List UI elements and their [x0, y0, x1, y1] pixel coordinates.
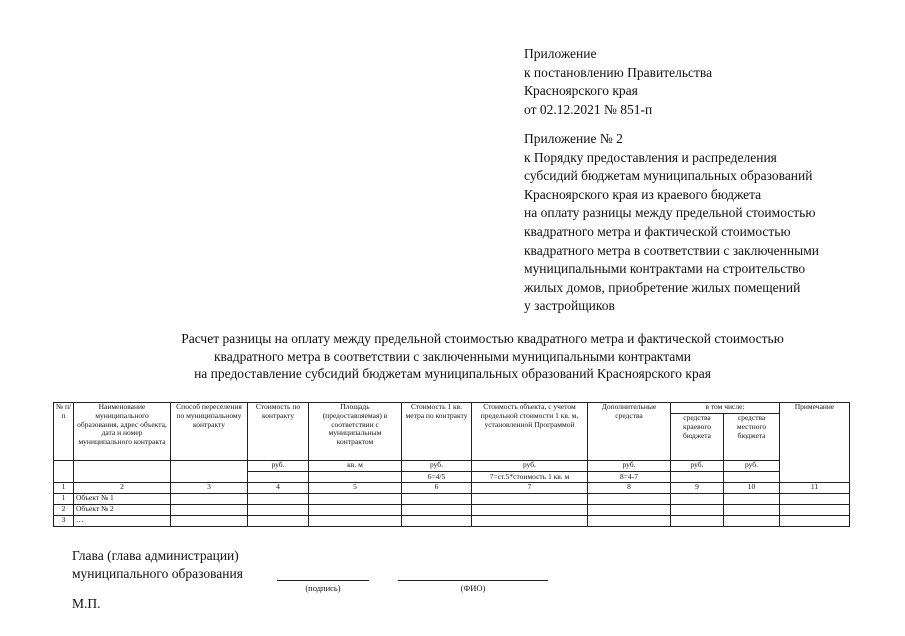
table-cell	[588, 505, 671, 516]
appendix-1-line: Красноярского края	[524, 83, 638, 99]
header-method: Способ переселения по муниципальному контракту	[171, 403, 248, 461]
table-cell	[588, 516, 671, 527]
header-extra-funds: Дополнительные средства	[588, 403, 671, 461]
table-cell	[671, 494, 724, 505]
signature-title-line: Глава (глава администрации)	[72, 548, 239, 563]
units-empty	[74, 461, 171, 483]
header-note: Примечание	[780, 403, 850, 483]
appendix-2-block	[524, 130, 894, 316]
unit-cost-per-meter: руб.	[402, 461, 472, 472]
calculation-table	[53, 402, 850, 527]
appendix-2-line: квадратного метра в соответствии с заключенными	[524, 242, 819, 258]
title-line: на предоставление субсидий бюджетам муниципальных образований Красноярского края	[194, 366, 711, 381]
table-cell	[724, 494, 780, 505]
signature-title-line: муниципального образования	[72, 566, 243, 581]
appendix-2-line: муниципальными контрактами на строительство	[524, 261, 806, 277]
signature-label: (подпись)	[305, 583, 341, 593]
table-cell	[724, 505, 780, 516]
table-row	[54, 516, 850, 527]
table-cell	[472, 494, 588, 505]
table-row	[54, 505, 850, 516]
column-number: 7	[472, 483, 588, 494]
appendix-2-line: квадратного метра и фактической стоимостью	[524, 223, 791, 239]
table-cell	[309, 516, 402, 527]
table-cell	[724, 516, 780, 527]
header-regional-budget: средства краевого бюджета	[671, 414, 724, 461]
table-row	[54, 494, 850, 505]
table-cell	[671, 516, 724, 527]
row-number: 3	[54, 516, 74, 527]
appendix-1-line: Приложение	[524, 46, 597, 61]
appendix-2-line: Приложение № 2	[524, 131, 623, 146]
appendix-2-line: жилых домов, приобретение жилых помещений	[524, 279, 801, 295]
table-cell	[780, 505, 850, 516]
signature-line	[277, 580, 369, 581]
header-local-budget: средства местного бюджета	[724, 414, 780, 461]
formula-empty	[724, 472, 780, 483]
column-number: 5	[309, 483, 402, 494]
header-name: Наименование муниципального образования, адрес объекта, дата и номер муниципального контракта	[74, 403, 171, 461]
column-number: 1	[54, 483, 74, 494]
appendix-2-line: у застройщиков	[524, 298, 615, 314]
appendix-1-line: от 02.12.2021 № 851-п	[524, 101, 653, 117]
units-empty	[171, 461, 248, 483]
column-number: 9	[671, 483, 724, 494]
column-number: 3	[171, 483, 248, 494]
row-number: 2	[54, 505, 74, 516]
table-cell	[472, 505, 588, 516]
column-number: 4	[248, 483, 309, 494]
formula-object-cost: 7=ст.5*стоимость 1 кв. м	[472, 472, 588, 483]
appendix-2-line: субсидий бюджетам муниципальных образований	[524, 168, 813, 184]
unit-local-budget: руб.	[724, 461, 780, 472]
appendix-1-block	[524, 45, 894, 119]
header-area: Площадь (предоставляемая) в соответствии с муниципальным контрактом	[309, 403, 402, 461]
table-cell	[402, 516, 472, 527]
fio-label: (ФИО)	[460, 583, 486, 593]
header-num: № п/п	[54, 403, 74, 461]
formula-extra-funds: 8=4-7	[588, 472, 671, 483]
table-cell	[402, 505, 472, 516]
table-cell	[171, 516, 248, 527]
unit-object-cost: руб.	[472, 461, 588, 472]
table-cell	[671, 505, 724, 516]
appendix-1-line: к постановлению Правительства	[524, 64, 713, 80]
unit-regional-budget: руб.	[671, 461, 724, 472]
appendix-2-line: Красноярского края из краевого бюджета	[524, 186, 762, 202]
column-number: 8	[588, 483, 671, 494]
appendix-2-line: к Порядку предоставления и распределения	[524, 149, 777, 165]
table-cell	[402, 494, 472, 505]
table-cell	[248, 505, 309, 516]
unit-area: кв. м	[309, 461, 402, 472]
unit-cost: руб.	[248, 461, 309, 472]
table-cell	[780, 494, 850, 505]
title-line: Расчет разницы на оплату между предельной стоимостью квадратного метра и фактической стоимостью	[181, 331, 784, 346]
fio-line	[398, 580, 548, 581]
row-object-name: Объект № 2	[74, 505, 171, 516]
seal-placeholder: М.П.	[72, 596, 101, 611]
column-number: 2	[74, 483, 171, 494]
table-cell	[780, 516, 850, 527]
appendix-2-line: на оплату разницы между предельной стоимостью	[524, 205, 816, 221]
header-including: в том числе:	[671, 403, 780, 414]
table-cell	[309, 505, 402, 516]
table-cell	[248, 516, 309, 527]
unit-extra-funds: руб.	[588, 461, 671, 472]
table-cell	[588, 494, 671, 505]
header-object-cost: Стоимость объекта, с учетом предельной стоимости 1 кв. м, установленной Программой	[472, 403, 588, 461]
column-number: 6	[402, 483, 472, 494]
column-number: 10	[724, 483, 780, 494]
title-line: квадратного метра в соответствии с заключенными муниципальными контрактами	[213, 348, 692, 364]
table-cell	[248, 494, 309, 505]
formula-empty	[671, 472, 724, 483]
units-empty	[54, 461, 74, 483]
table-cell	[309, 494, 402, 505]
formula-empty	[248, 472, 309, 483]
row-object-name: …	[74, 516, 171, 527]
header-cost: Стоимость по контракту	[248, 403, 309, 461]
formula-empty	[309, 472, 402, 483]
row-object-name: Объект № 1	[74, 494, 171, 505]
formula-cost-per-meter: 6=4/5	[402, 472, 472, 483]
document-title	[0, 330, 905, 383]
row-number: 1	[54, 494, 74, 505]
header-cost-per-meter: Стоимость 1 кв. метра по контракту	[402, 403, 472, 461]
table-cell	[171, 494, 248, 505]
table-cell	[171, 505, 248, 516]
column-number: 11	[780, 483, 850, 494]
table-cell	[472, 516, 588, 527]
